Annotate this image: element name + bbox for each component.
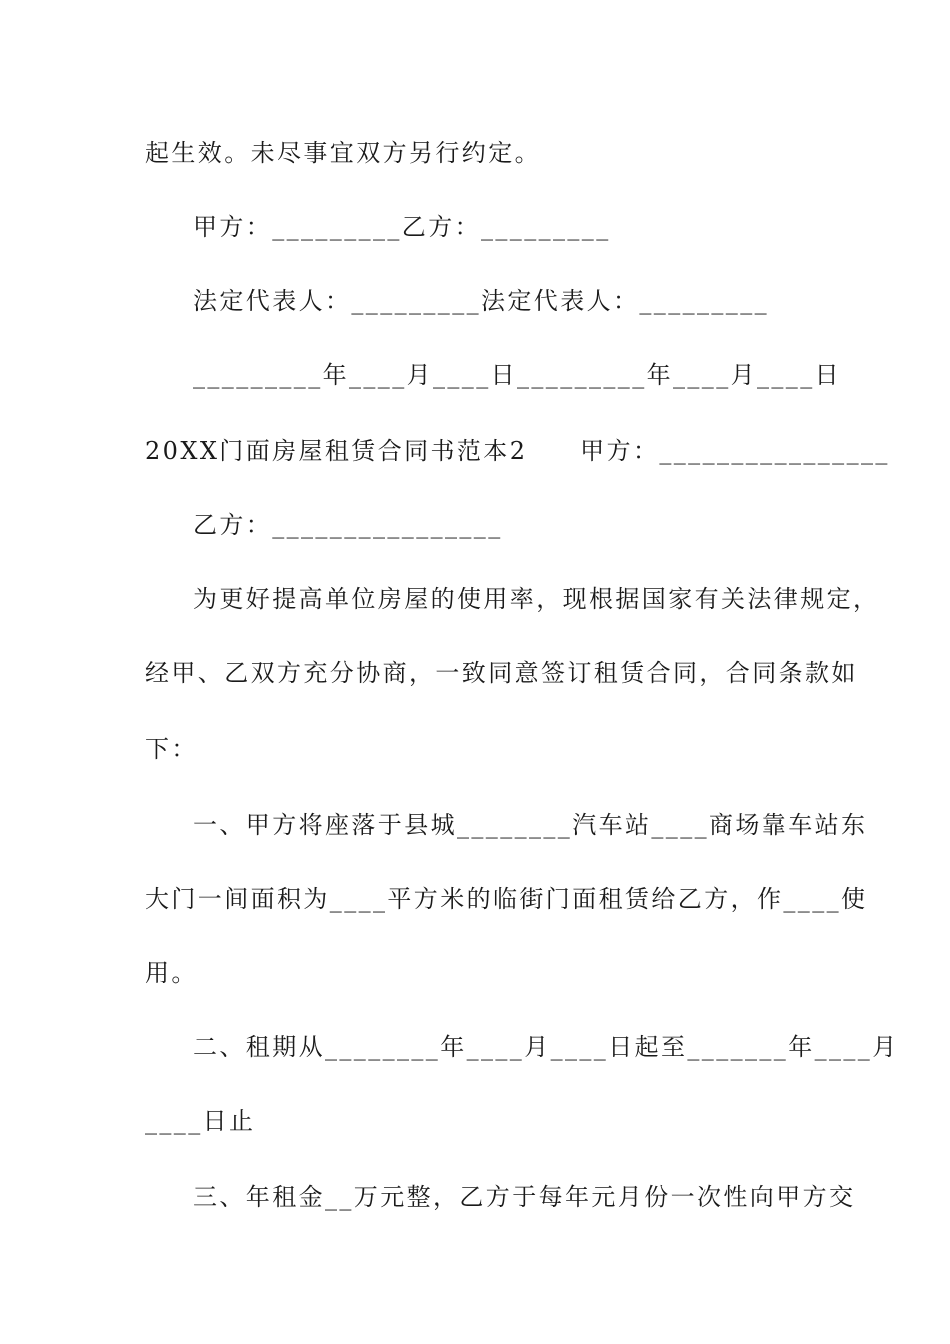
clause-one-line-2: 大门一间面积为____平方米的临街门面租赁给乙方，作____使: [145, 885, 868, 913]
clause-one-line-1: 一、甲方将座落于县城________汽车站____商场靠车站东: [193, 811, 868, 839]
signature-party-line: 甲方：_________乙方：_________: [193, 213, 611, 241]
contract-title-line: 20XX门面房屋租赁合同书范本2 甲方：________________: [145, 437, 890, 465]
clause-two-line-2: ____日止: [145, 1107, 256, 1135]
clause-two-line-1: 二、租期从________年____月____日起至_______年____月: [193, 1033, 899, 1061]
signature-representative-line: 法定代表人：_________法定代表人：_________: [193, 287, 769, 315]
paragraph-intro-3: 下：: [145, 735, 198, 763]
signature-date-line: _________年____月____日_________年____月____日: [193, 361, 841, 389]
clause-three-line-1: 三、年租金__万元整，乙方于每年元月份一次性向甲方交: [193, 1183, 856, 1211]
text-line-effective: 起生效。未尽事宜双方另行约定。: [145, 139, 541, 167]
clause-one-line-3: 用。: [145, 959, 198, 987]
paragraph-intro-2: 经甲、乙双方充分协商，一致同意签订租赁合同，合同条款如: [145, 659, 858, 687]
paragraph-intro-1: 为更好提高单位房屋的使用率，现根据国家有关法律规定，: [193, 585, 880, 613]
party-b-line: 乙方：________________: [193, 511, 503, 539]
